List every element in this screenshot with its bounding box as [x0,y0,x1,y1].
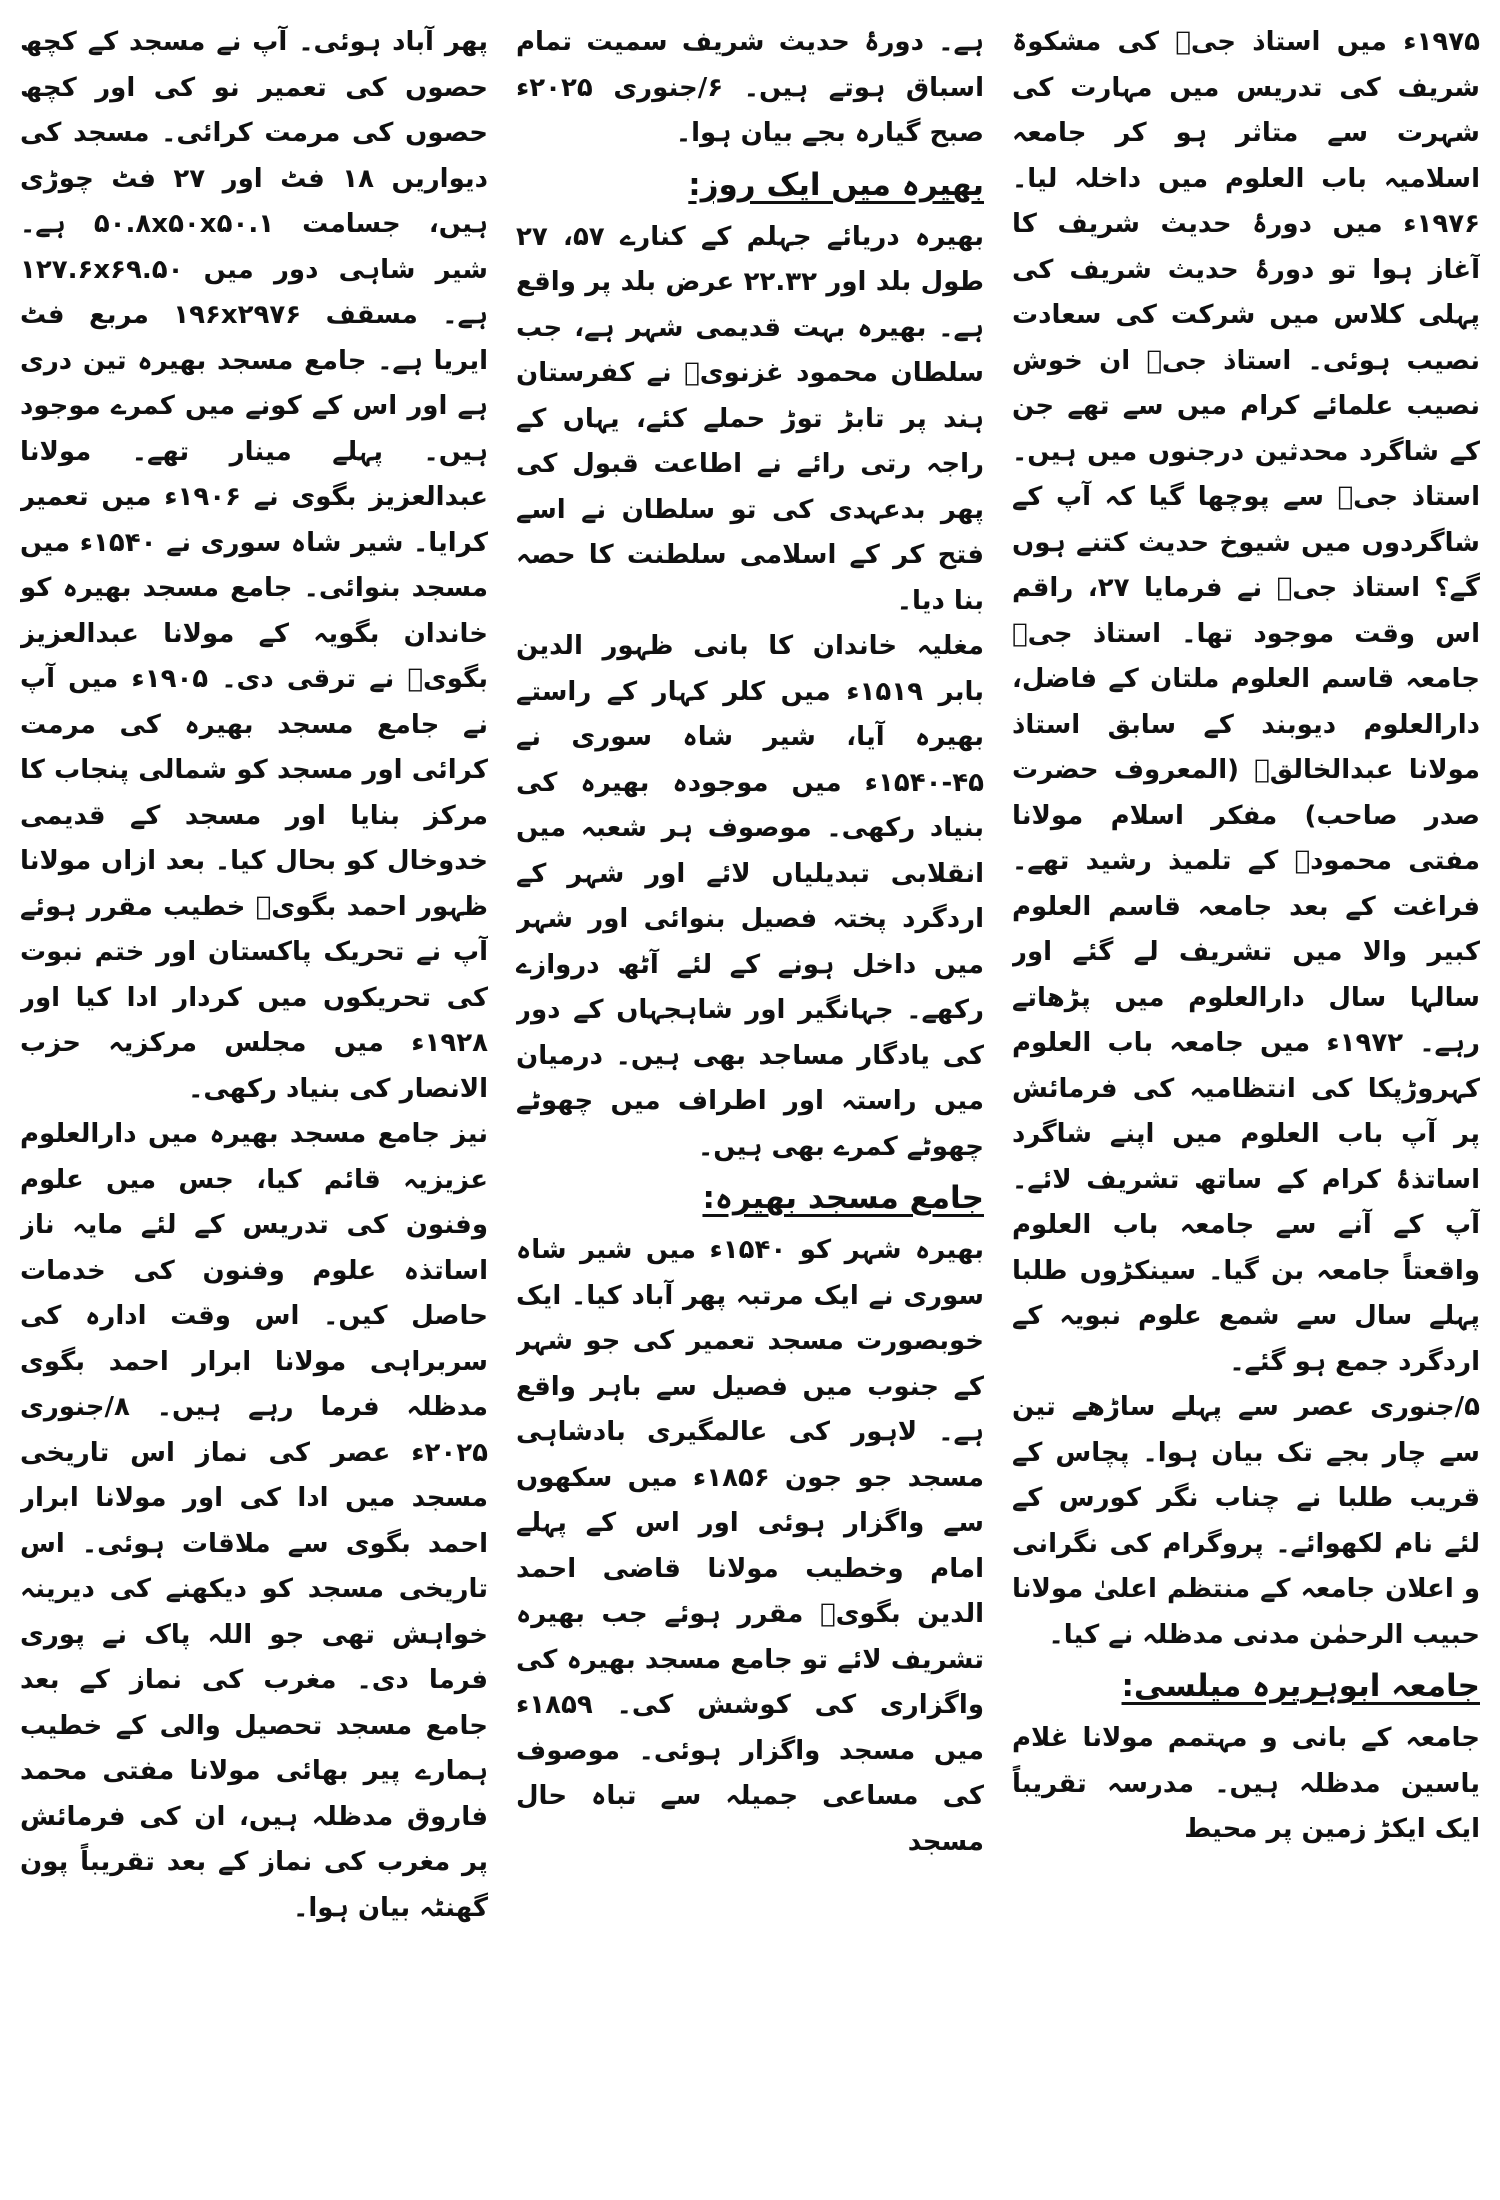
paragraph: مغلیہ خاندان کا بانی ظہور الدین بابر ۱۵۱۹ء میں کلر کہار کے راستے بھیرہ آیا، شیر شاہ سوری نے ۴۵-۱۵۴۰ء میں موجودہ بھیرہ کی بنیاد رکھی۔ موصوف ہر شعبہ میں انقلابی تبدیلیاں لائے اور شہر کے اردگرد پختہ فصیل بنوائی اور شہر میں داخل ہونے کے لئے آٹھ دروازے رکھے۔ جہانگیر اور شاہجہاں کے دور کی یادگار مساجد بھی ہیں۔ درمیان میں راستہ اور اطراف میں چھوٹے چھوٹے کمرے بھی ہیں۔ [516,631,984,1162]
paragraph: ۱۹۷۵ء میں استاذ جیؒ کی مشکوۃ شریف کی تدریس میں مہارت کی شہرت سے متاثر ہو کر جامعہ اسلامیہ باب العلوم میں داخلہ لیا۔ ۱۹۷۶ء میں دورۂ حدیث شریف کا آغاز ہوا تو دورۂ حدیث شریف کی پہلی کلاس میں شرکت کی سعادت نصیب ہوئی۔ استاذ جیؒ ان خوش نصیب علمائے کرام میں سے تھے جن کے شاگرد محدثین درجنوں میں ہیں۔ استاذ جیؒ سے پوچھا گیا کہ آپ کے شاگردوں میں شیوخ حدیث کتنے ہوں گے؟ استاذ جیؒ نے فرمایا ۲۷، راقم اس وقت موجود تھا۔ استاذ جیؒ جامعہ قاسم العلوم ملتان کے فاضل، دارالعلوم دیوبند کے سابق استاذ مولانا عبدالخالقؒ (المعروف حضرت صدر صاحب) مفکر اسلام مولانا مفتی محمودؒ کے تلمیذ رشید تھے۔ فراغت کے بعد جامعہ قاسم العلوم کبیر والا میں تشریف لے گئے اور سالہا سال دارالعلوم میں پڑھاتے رہے۔ ۱۹۷۲ء میں جامعہ باب العلوم کہروڑپکا کی انتظامیہ کی فرمائش پر آپ باب العلوم میں اپنے شاگرد اساتذۂ کرام کے ساتھ تشریف لائے۔ آپ کے آنے سے جامعہ باب العلوم واقعتاً جامعہ بن گیا۔ سینکڑوں طلبا پہلے سال سے شمع علوم نبویہ کے اردگرد جمع ہو گئے۔ [1012,27,1480,1377]
paragraph: ہے۔ دورۂ حدیث شریف سمیت تمام اسباق ہوتے ہیں۔ ۶/جنوری ۲۰۲۵ء صبح گیارہ بجے بیان ہوا۔ [516,27,984,148]
paragraph: نیز جامع مسجد بھیرہ میں دارالعلوم عزیزیہ قائم کیا، جس میں علوم وفنون کی تدریس کے لئے مایہ ناز اساتذہ علوم وفنون کی خدمات حاصل کیں۔ اس وقت ادارہ کی سربراہی مولانا ابرار احمد بگوی مدظلہ فرما رہے ہیں۔ ۸/جنوری ۲۰۲۵ء عصر کی نماز اس تاریخی مسجد میں ادا کی اور مولانا ابرار احمد بگوی سے ملاقات ہوئی۔ اس تاریخی مسجد کو دیکھنے کی دیرینہ خواہش تھی جو اللہ پاک نے پوری فرما دی۔ مغرب کی نماز کے بعد جامع مسجد تحصیل والی کے خطیب ہمارے پیر بھائی مولانا مفتی محمد فاروق مدظلہ ہیں، ان کی فرمائش پر مغرب کی نماز کے بعد تقریباً پون گھنٹہ بیان ہوا۔ [20,1119,488,1923]
column-left [20,20,488,2180]
paragraph: بھیرہ شہر کو ۱۵۴۰ء میں شیر شاہ سوری نے ایک مرتبہ پھر آباد کیا۔ ایک خوبصورت مسجد تعمیر کی جو شہر کے جنوب میں فصیل سے باہر واقع ہے۔ لاہور کی عالمگیری بادشاہی مسجد جو جون ۱۸۵۶ء میں سکھوں سے واگزار ہوئی اور اس کے پہلے امام وخطیب مولانا قاضی احمد الدین بگویؒ مقرر ہوئے جب بھیرہ تشریف لائے تو جامع مسجد بھیرہ کی واگزاری کی کوشش کی۔ ۱۸۵۹ء میں مسجد واگزار ہوئی۔ موصوف کی مساعی جمیلہ سے تباہ حال مسجد [516,1235,984,1857]
section-heading: جامعہ ابوہریرہ میلسی: [1121,1668,1480,1704]
paragraph: پھر آباد ہوئی۔ آپ نے مسجد کے کچھ حصوں کی تعمیر نو کی اور کچھ حصوں کی مرمت کرائی۔ مسجد کی دیواریں ۱۸ فٹ اور ۲۷ فٹ چوڑی ہیں، جسامت ۵۰.۸x۵۰x۵۰.۱ ہے۔ شیر شاہی دور میں ۱۲۷.۶x۶۹.۵۰ ہے۔ مسقف ۱۹۶x۲۹۷۶ مربع فٹ ایریا ہے۔ جامع مسجد بھیرہ تین دری ہے اور اس کے کونے میں کمرے موجود ہیں۔ پہلے مینار تھے۔ مولانا عبدالعزیز بگوی نے ۱۹۰۶ء میں تعمیر کرایا۔ شیر شاہ سوری نے ۱۵۴۰ء میں مسجد بنوائی۔ جامع مسجد بھیرہ کو خاندان بگویہ کے مولانا عبدالعزیز بگویؒ نے ترقی دی۔ ۱۹۰۵ء میں آپ نے جامع مسجد بھیرہ کی مرمت کرائی اور مسجد کو شمالی پنجاب کا مرکز بنایا اور مسجد کے قدیمی خدوخال کو بحال کیا۔ بعد ازاں مولانا ظہور احمد بگویؒ خطیب مقرر ہوئے آپ نے تحریک پاکستان اور ختم نبوت کی تحریکوں میں کردار ادا کیا اور ۱۹۲۸ء میں مجلس مرکزیہ حزب الانصار کی بنیاد رکھی۔ [20,27,488,1104]
newspaper-page [20,20,1480,2180]
paragraph: بھیرہ دریائے جہلم کے کنارے ۵۷، ۲۷ طول بلد اور ۲۲.۳۲ عرض بلد پر واقع ہے۔ بھیرہ بہت قدیمی شہر ہے، جب سلطان محمود غزنویؒ نے کفرستان ہند پر تابڑ توڑ حملے کئے، یہاں کے راجہ رتی رائے نے اطاعت قبول کی پھر بدعہدی کی تو سلطان نے اسے فتح کر کے اسلامی سلطنت کا حصہ بنا دیا۔ [516,221,984,616]
section-heading: جامع مسجد بھیرہ: [702,1180,984,1216]
column-middle [516,20,984,2180]
column-right [1012,20,1480,2180]
paragraph: جامعہ کے بانی و مہتمم مولانا غلام یاسین مدظلہ ہیں۔ مدرسہ تقریباً ایک ایکڑ زمین پر محیط [1012,1723,1480,1844]
section-heading: بھیرہ میں ایک روز: [688,166,984,203]
paragraph: ۵/جنوری عصر سے پہلے ساڑھے تین سے چار بجے تک بیان ہوا۔ پچاس کے قریب طلبا نے چناب نگر کورس کے لئے نام لکھوائے۔ پروگرام کی نگرانی و اعلان جامعہ کے منتظم اعلیٰ مولانا حبیب الرحمٰن مدنی مدظلہ نے کیا۔ [1012,1392,1480,1650]
